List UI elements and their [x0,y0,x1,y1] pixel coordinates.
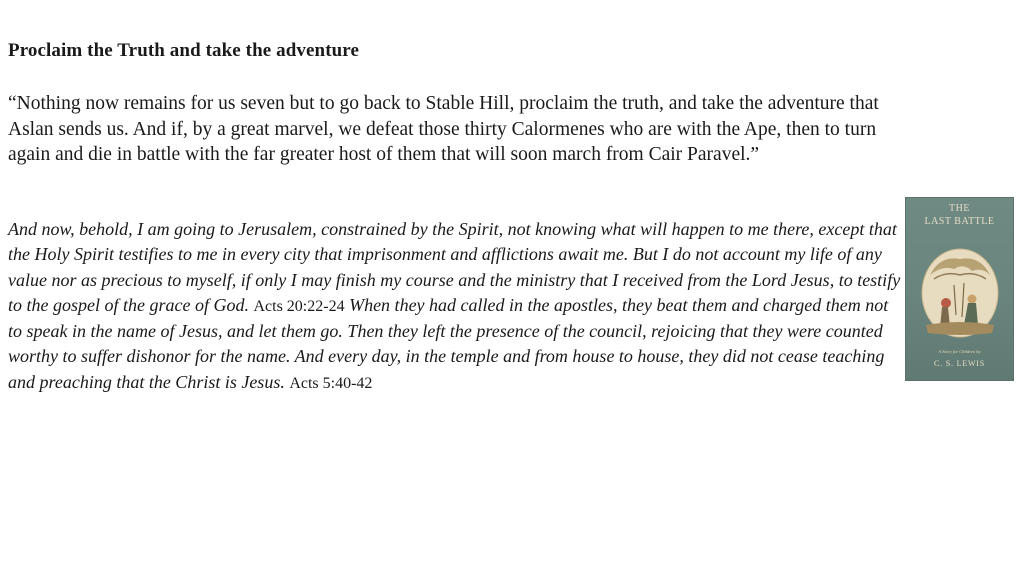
book-cover-title-line1: THE [949,203,970,214]
book-cover-author: C. S. LEWIS [933,359,986,368]
book-cover-image [905,197,1014,381]
book-cover-subtitle: A Story for Children by [938,349,981,354]
scripture-reference-acts-20: Acts 20:22-24 [253,297,345,315]
scripture-reference-acts-5: Acts 5:40-42 [289,374,373,392]
book-cover-title [905,202,1014,228]
book-quote: “Nothing now remains for us seven but to go back to Stable Hill, proclaim the truth, and take the adventure that Aslan sends us. And if, by a great marvel, we defeat those thirty Calormenes who are with the Ape, then to turn again and die in battle with the far greater host of them that will soon march from Cair Paravel.” [8,93,879,165]
scripture-passages [8,217,903,396]
book-cover-title-line2: LAST BATTLE [924,216,995,227]
scripture-text-acts-20: And now, behold, I am going to Jerusalem, constrained by the Spirit, not knowing what will happen to me there, except that the Holy Spirit testifies to me in every city that imprisonment and afflictions await me. But I do not account my life of any value nor as precious to myself, if only I may finish my course and the ministry that I received from the Lord Jesus, to testify to the gospel of the grace of God. [8,219,901,315]
book-cover-illustration [920,245,1000,340]
slide-title: Proclaim the Truth and take the adventure [8,40,360,61]
scripture-text-acts-5: When they had called in the apostles, they beat them and charged them not to speak in the name of Jesus, and let them go. Then they left the presence of the council, rejoicing that they were counted worthy to suffer dishonor for the name. And every day, in the temple and from house to house, they did not cease teaching and preaching that the Christ is Jesus. [8,294,889,392]
